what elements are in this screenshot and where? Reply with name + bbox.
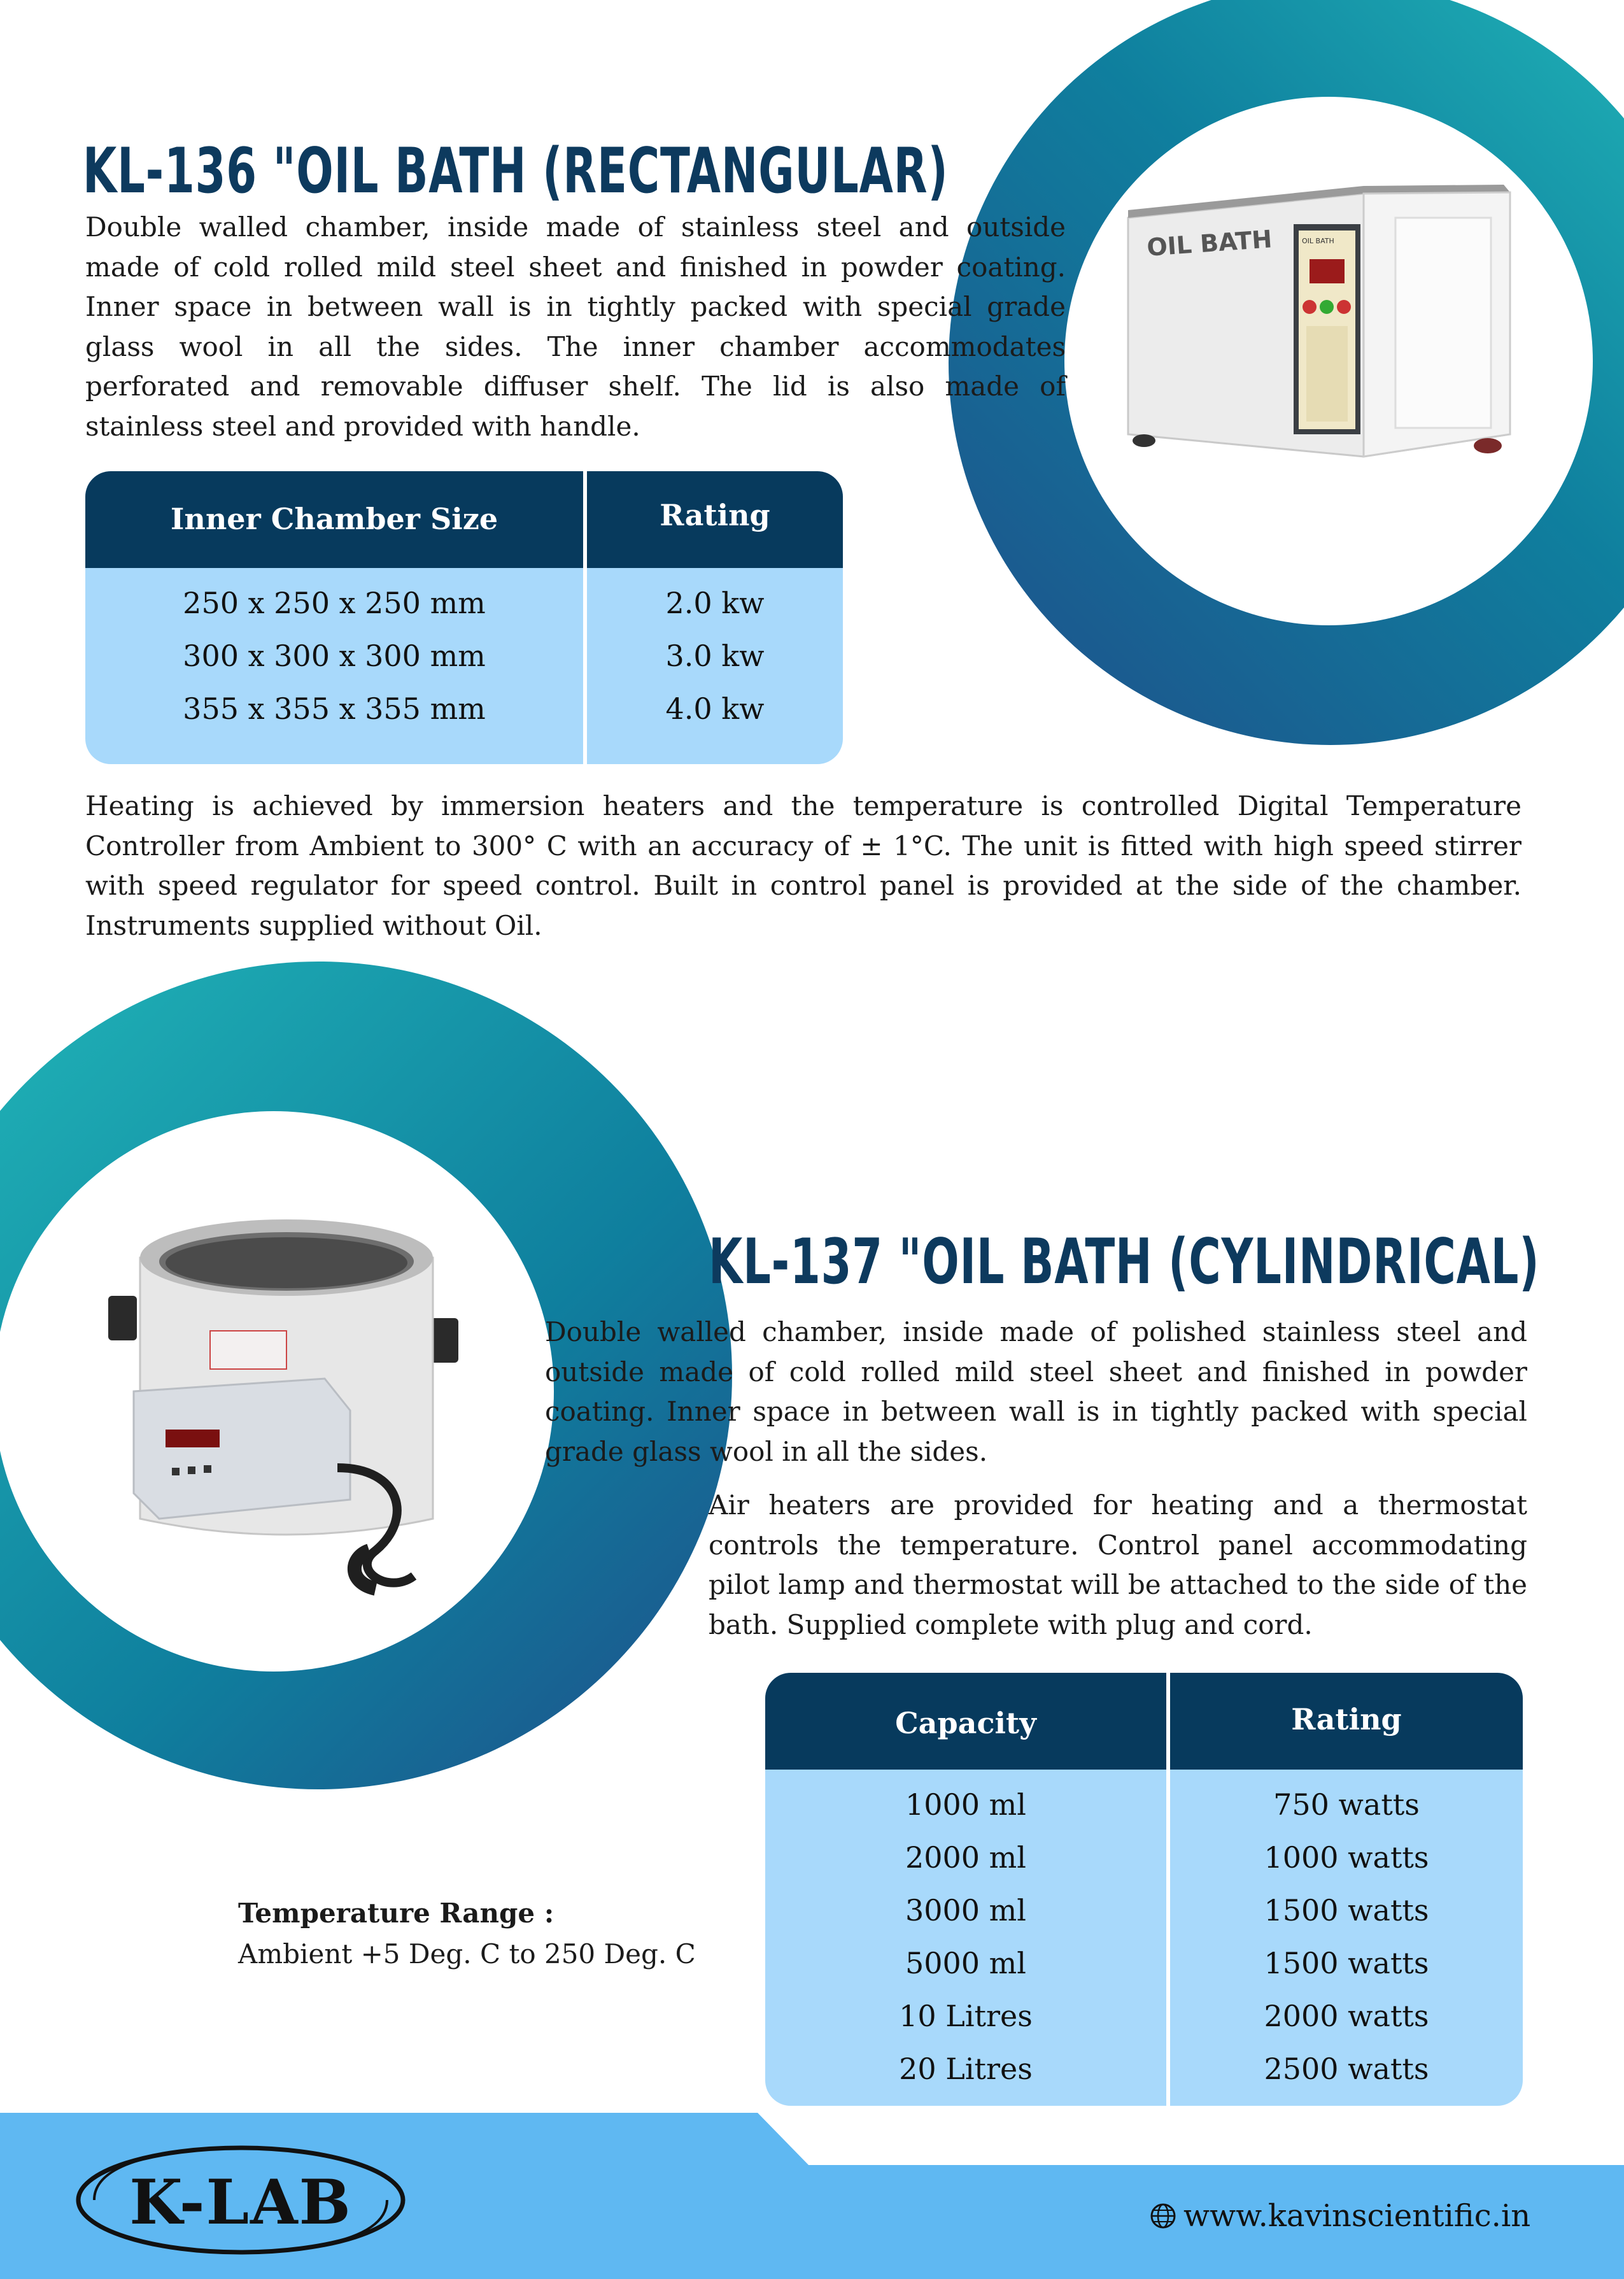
table-cell: 20 Litres bbox=[899, 2052, 1033, 2086]
website-link[interactable]: www.kavinscientific.in bbox=[1183, 2198, 1531, 2234]
product2-heating-note: Air heaters are provided for heating and a thermostat controls the temperature. Control panel accommodating pilot lamp and thermostat will be attached to the side of the bath. Supplied complete with plug and cord. bbox=[709, 1489, 1527, 1640]
product2-photo-frame bbox=[0, 1111, 554, 1672]
header-capacity: Capacity bbox=[895, 1706, 1036, 1740]
table-cell: 4.0 kw bbox=[665, 692, 765, 726]
table-cell: 2000 watts bbox=[1264, 1999, 1429, 2033]
oil-bath-image-label: OIL BATH bbox=[1146, 225, 1273, 262]
table-cell: 5000 ml bbox=[905, 1946, 1027, 1980]
product1-photo-frame bbox=[1064, 97, 1593, 625]
temperature-range-value: Ambient +5 Deg. C to 250 Deg. C bbox=[238, 1938, 696, 1970]
table-cell: 1000 watts bbox=[1264, 1840, 1429, 1875]
product1-description: Double walled chamber, inside made of stainless steel and outside made of cold rolled mild steel sheet and finished in powder coating. Inner space in between wall is in tightly packed with special grade glass wool in all the sides. The inner chamber accommodates perforated and removable diffuser shelf. The lid is also made of stainless steel and provided with handle. bbox=[85, 211, 1066, 442]
product2-title: KL-137 "OIL BATH (CYLINDRICAL) bbox=[709, 1226, 1540, 1298]
oil-bath-panel-label: OIL BATH bbox=[1302, 237, 1334, 245]
table-cell: 3.0 kw bbox=[665, 639, 765, 673]
table-cell: 250 x 250 x 250 mm bbox=[183, 586, 486, 620]
temperature-range-label: Temperature Range : bbox=[238, 1898, 554, 1929]
table-cell: 300 x 300 x 300 mm bbox=[183, 639, 486, 673]
table-cell: 2.0 kw bbox=[665, 586, 765, 620]
table-divider bbox=[1166, 1673, 1170, 2106]
footer-website[interactable] bbox=[1149, 2198, 1530, 2234]
table-cell: 3000 ml bbox=[905, 1893, 1027, 1928]
product2-spec-table bbox=[765, 1673, 1523, 2106]
table-cell: 750 watts bbox=[1273, 1787, 1420, 1822]
oil-bath-rectangular-image bbox=[1064, 97, 1593, 625]
table-cell: 1500 watts bbox=[1264, 1946, 1429, 1980]
table-cell: 2000 ml bbox=[905, 1840, 1027, 1875]
oil-bath-cylindrical-image bbox=[0, 1111, 554, 1672]
header-inner-chamber-size: Inner Chamber Size bbox=[170, 502, 498, 536]
table-cell: 1000 ml bbox=[905, 1787, 1027, 1822]
product2-description: Double walled chamber, inside made of polished stainless steel and outside made of cold rolled mild steel sheet and finished in powder coating. Inner space in between wall is in tightly packed with special grade glass wool in all the sides. bbox=[545, 1316, 1527, 1467]
table-cell: 2500 watts bbox=[1264, 2052, 1429, 2086]
product1-title: KL-136 "OIL BATH (RECTANGULAR) bbox=[83, 135, 949, 208]
header-rating: Rating bbox=[660, 498, 770, 532]
header-rating: Rating bbox=[1291, 1702, 1402, 1736]
product1-spec-table bbox=[85, 471, 843, 764]
table-cell: 1500 watts bbox=[1264, 1893, 1429, 1928]
k-lab-logo bbox=[69, 2140, 413, 2261]
table-cell: 355 x 355 x 355 mm bbox=[183, 692, 486, 726]
globe-icon bbox=[1149, 2202, 1177, 2230]
product1-heating-note: Heating is achieved by immersion heaters and the temperature is controlled Digital Temperature Controller from Ambient to 300° C with an accuracy of ± 1°C. The unit is fitted with high speed stirrer with speed regulator for speed control. Built in control panel is provided at the side of the chamber. Instruments supplied without Oil. bbox=[85, 790, 1522, 941]
table-cell: 10 Litres bbox=[899, 1999, 1033, 2033]
logo-text: K-LAB bbox=[129, 2166, 352, 2238]
